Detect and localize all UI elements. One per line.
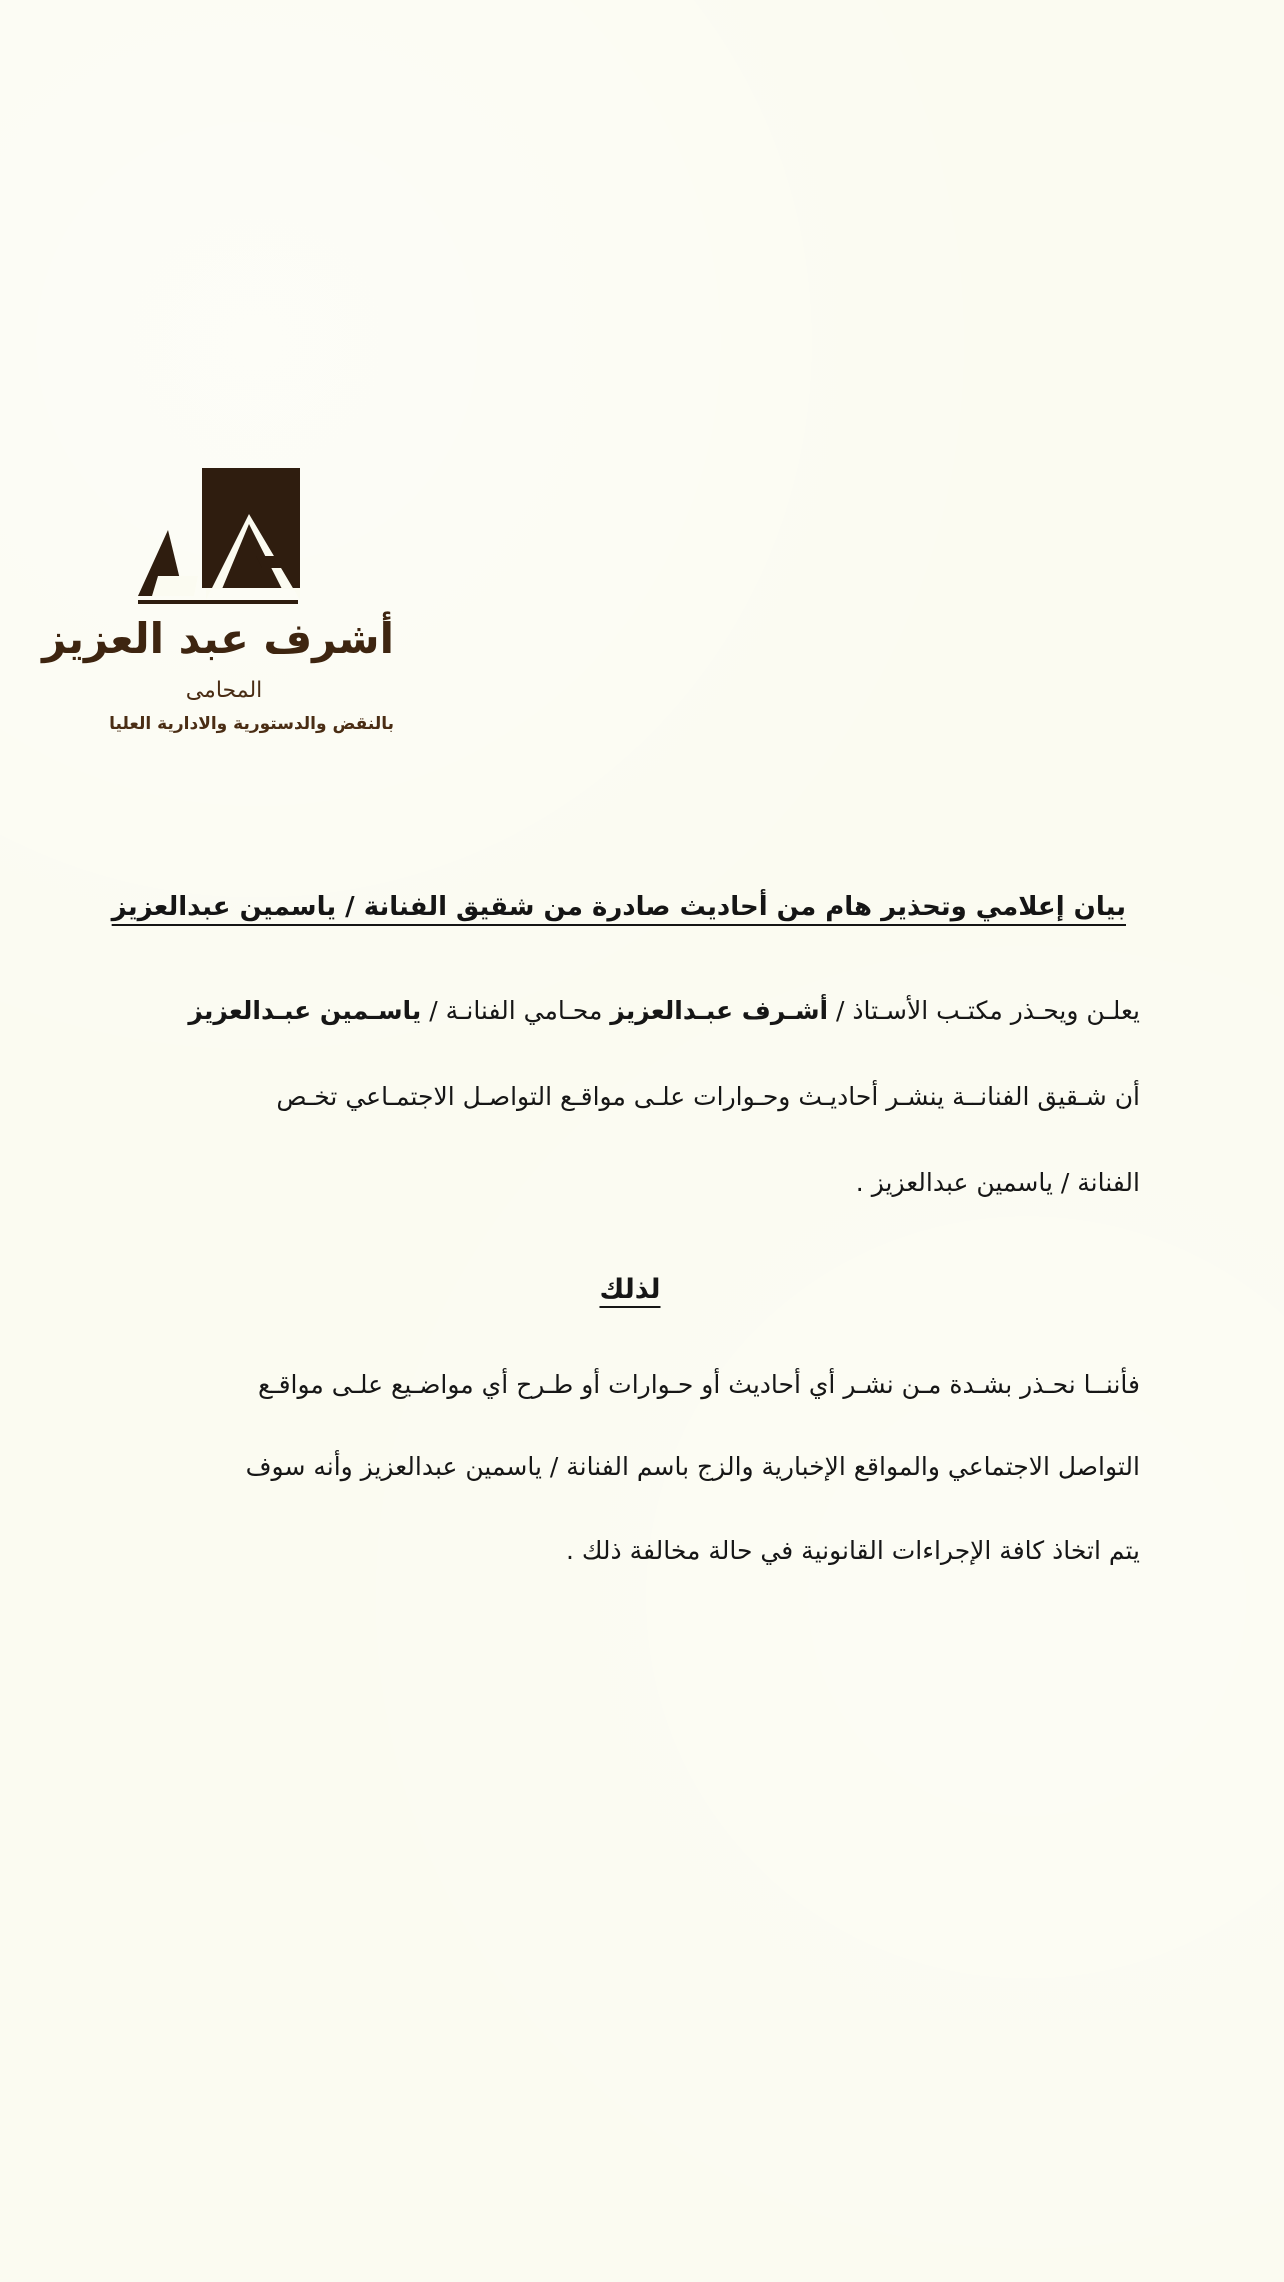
second-paragraph xyxy=(120,1372,1140,1582)
second-paragraph-line-3: يتم اتخاذ كافة الإجراءات القانونية في حالة مخالفة ذلك . xyxy=(565,1536,1140,1565)
law-firm-name: أشرف عبد العزيز xyxy=(42,614,394,663)
first-paragraph-line-2: أن شـقيق الفنانــة ينشـر أحاديـث وحـوارات علـى مواقـع التواصـل الاجتمـاعي تخـص xyxy=(276,1082,1140,1111)
letterhead xyxy=(42,468,394,746)
lawyer-name: أشـرف عبـدالعزيز xyxy=(610,996,829,1025)
second-paragraph-line-1: فأننــا نحـذر بشـدة مـن نشـر أي أحاديث أو حـوارات أو طـرح أي مواضـيع علـى مواقـع xyxy=(257,1370,1140,1399)
law-firm-specialty: بالنقض والدستورية والادارية العليا xyxy=(109,714,394,734)
first-paragraph xyxy=(120,998,1140,1208)
therefore-heading: لذلك xyxy=(599,1274,661,1305)
artist-name: ياسـمين عبـدالعزيز xyxy=(188,996,422,1025)
law-firm-role: المحامى xyxy=(185,678,263,703)
second-paragraph-line-2: التواصل الاجتماعي والمواقع الإخبارية والزج باسم الفنانة / ياسمين عبدالعزيز وأنه سوف xyxy=(245,1452,1140,1481)
law-firm-logo-icon xyxy=(138,468,318,604)
first-paragraph-line-3: الفنانة / ياسمين عبدالعزيز . xyxy=(855,1168,1140,1197)
first-paragraph-line-1-text-1: يعلـن ويحـذر مكتـب الأسـتاذ / xyxy=(828,996,1140,1025)
first-paragraph-line-1-text-2: محـامي الفنانـة / xyxy=(421,996,611,1025)
statement-title: بيان إعلامي وتحذير هام من أحاديث صادرة من شقيق الفنانة / ياسمين عبدالعزيز xyxy=(111,892,1126,922)
first-paragraph-line-1 xyxy=(188,998,1140,1023)
